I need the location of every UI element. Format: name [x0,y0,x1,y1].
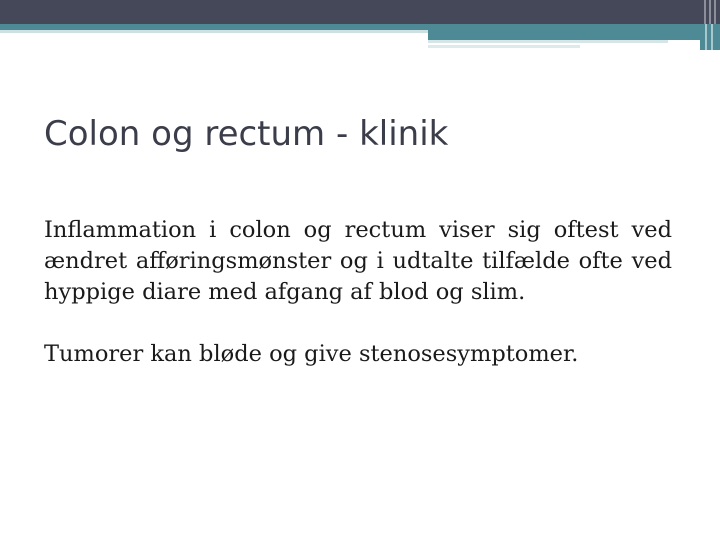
accent-line-faint [428,40,668,43]
header-band [0,0,700,24]
accent-line-right [428,30,700,40]
body-paragraph-2: Tumorer kan bløde og give stenosesymptomer. [44,341,579,367]
accent-stripes [700,24,720,50]
accent-line-light [0,30,428,33]
header-band-stripes [700,0,720,24]
slide-title: Colon og rectum - klinik [44,114,449,154]
slide-body [44,215,672,370]
accent-line-faintest [428,45,580,48]
body-paragraph-1: Inflammation i colon og rectum viser sig oftest ved ændret afføringsmønster og i udtalte tilfælde ofte ved hyppige diare med afgang af blod og slim. [44,217,672,305]
